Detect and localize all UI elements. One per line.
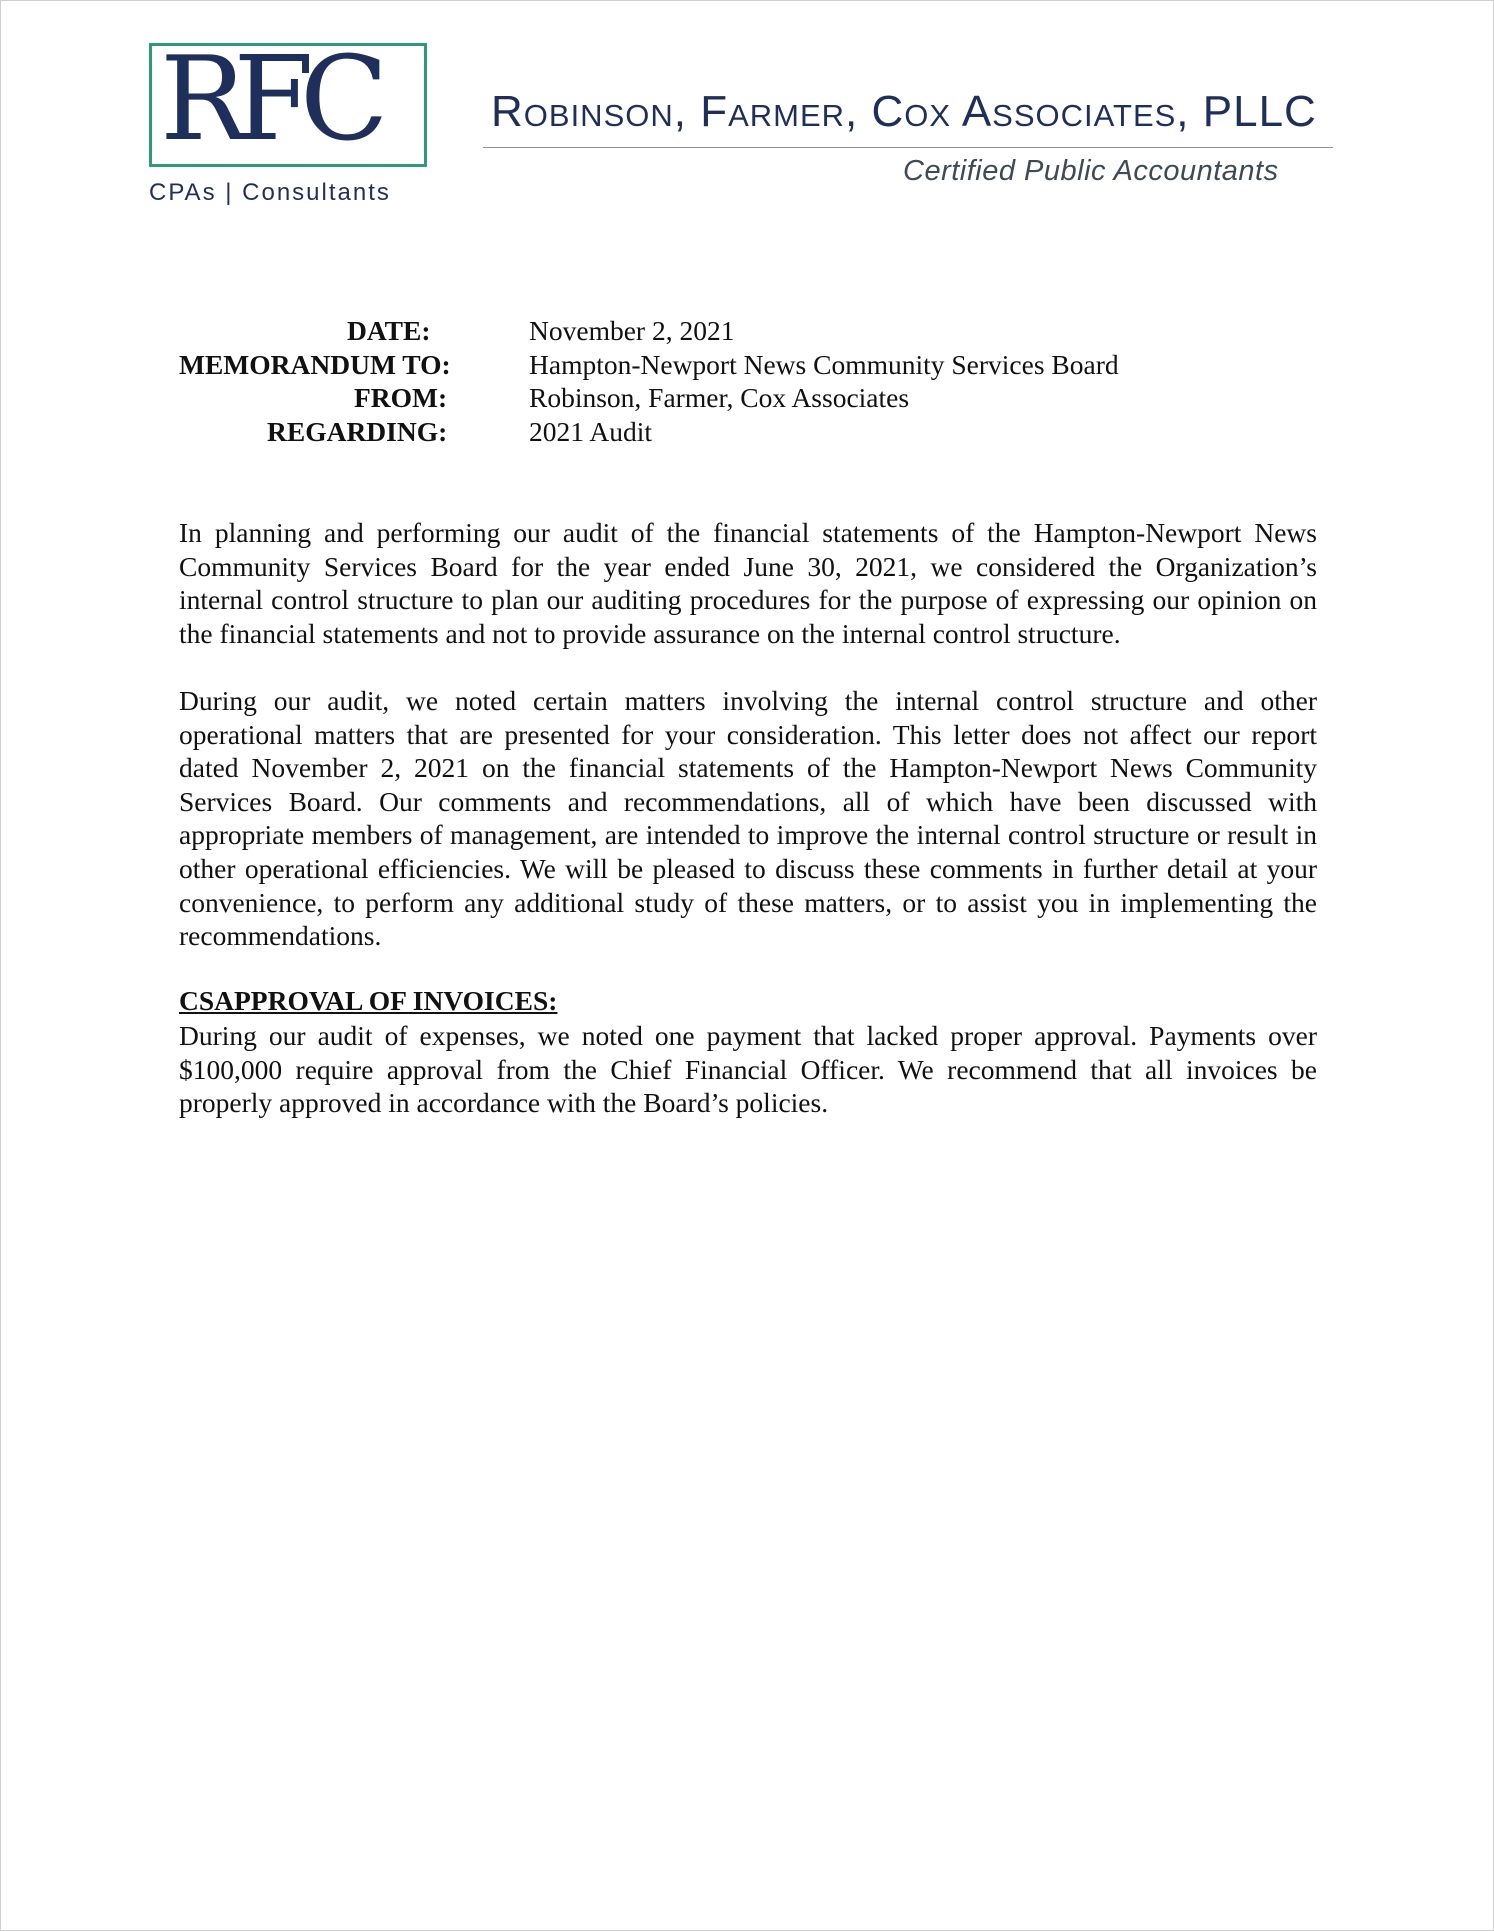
logo-subtitle: CPAs | Consultants [149,179,391,206]
firm-tagline: Certified Public Accountants [903,155,1279,187]
from-label: FROM: [354,382,448,413]
logo-letters: RFC [160,32,375,167]
from-value: Robinson, Farmer, Cox Associates [529,382,910,413]
paragraph-2: During our audit, we noted certain matters involving the internal control structure and other operational matters that are presented for your consideration. This letter does not affect our report dated November 2, 2021 on the financial statements of the Hampton-Newport News Community Services Board. Our comments and recommendations, all of which have been discussed with appropriate members of management, are intended to improve the internal control structure or result in other operational efficiencies. We will be pleased to discuss these comments in further detail at your convenience, to perform any additional study of these matters, or to assist you in implementing the recommendations. [179,685,1317,952]
regarding-label: REGARDING: [267,415,448,447]
date-value: November 2, 2021 [529,315,735,346]
section-heading: CSAPPROVAL OF INVOICES: [179,985,558,1016]
header-divider [483,147,1333,148]
to-value: Hampton-Newport News Community Services Board [529,348,1119,380]
paragraph-1: In planning and performing our audit of the financial statements of the Hampton-Newport News Community Services Board for the year ended June 30, 2021, we considered the Organization’s internal control structure to plan our auditing procedures for the purpose of expressing our opinion on the financial statements and not to provide assurance on the internal control structure. [179,517,1317,649]
to-label: MEMORANDUM TO: [179,348,451,380]
section-paragraph: During our audit of expenses, we noted one payment that lacked proper approval. Payments over $100,000 require approval from the Chief Financial Officer. We recommend that all invoices be properly approved in accordance with the Board’s policies. [179,1020,1317,1119]
logo-mark [149,32,427,167]
date-label: DATE: [347,315,431,346]
regarding-value: 2021 Audit [529,415,652,447]
firm-name: Robinson, Farmer, Cox Associates, PLLC [491,87,1317,136]
